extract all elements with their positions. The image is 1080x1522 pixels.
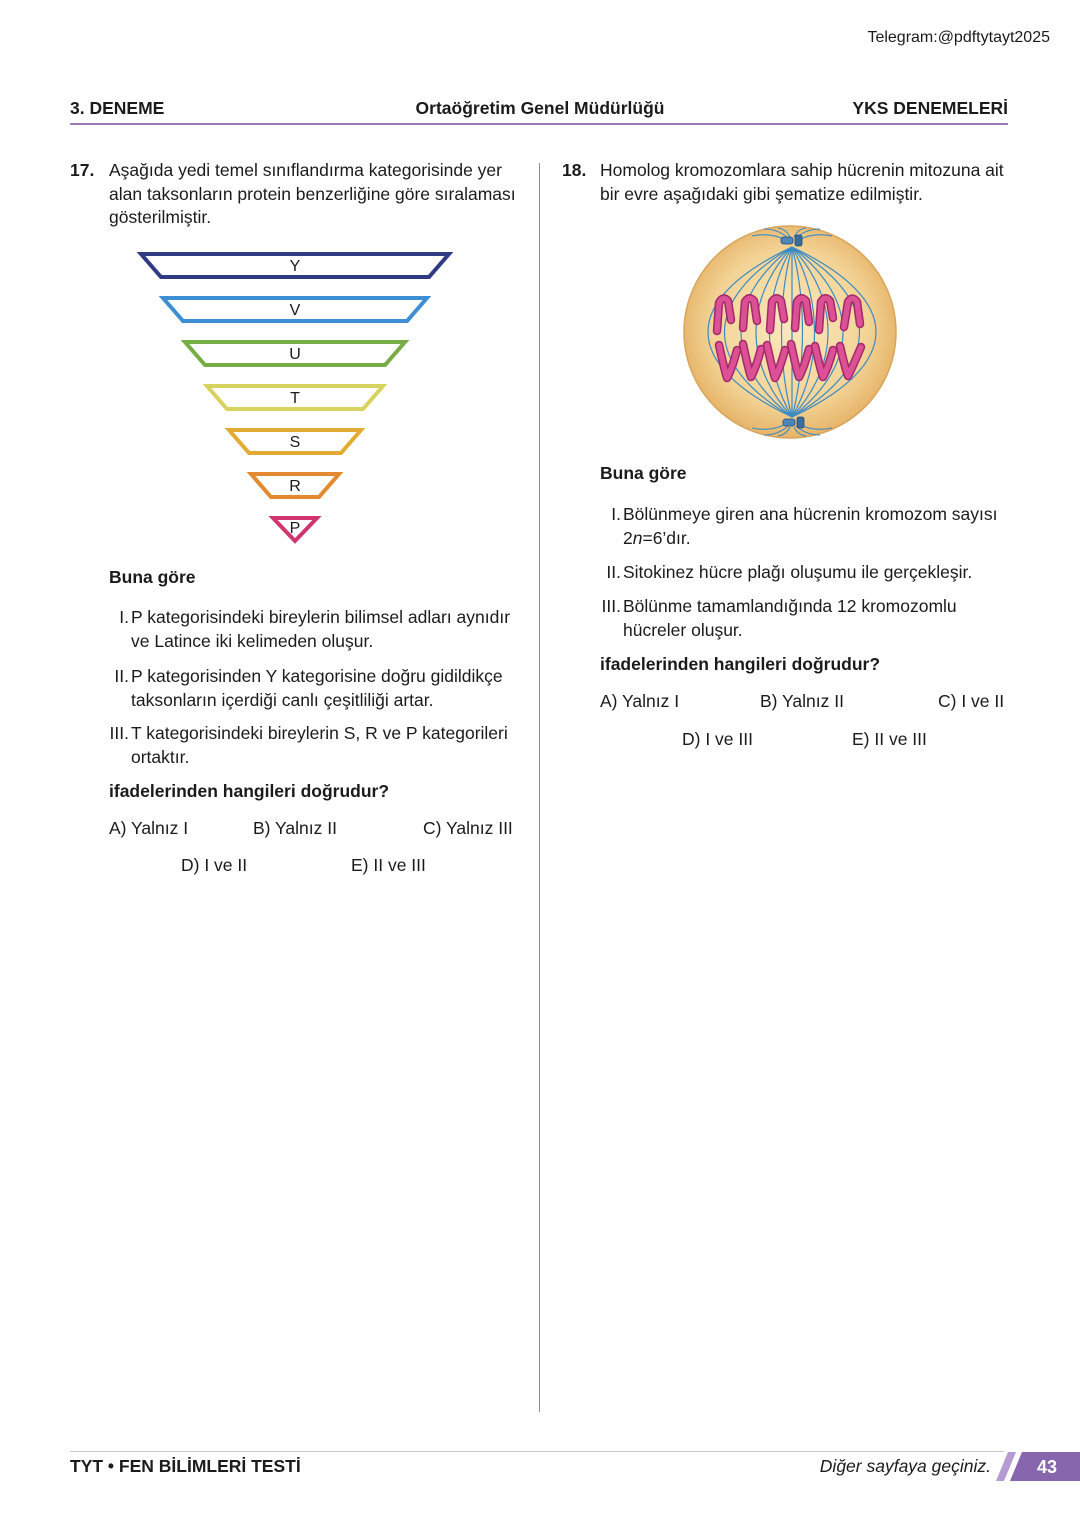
- q18-statement-3: [592, 595, 957, 642]
- statement-line: P kategorisindeki bireylerin bilimsel adları aynıdır: [131, 607, 511, 627]
- q18-option-b: B) Yalnız II: [760, 691, 844, 711]
- q17-option-c: C) Yalnız III: [423, 818, 513, 838]
- q18-statement-2: [592, 561, 972, 585]
- question-18-lead: Buna göre: [600, 463, 687, 483]
- question-18-prompt: ifadelerinden hangileri doğrudur?: [600, 654, 881, 674]
- header-rule: [70, 123, 1008, 125]
- taxon-label-t: T: [290, 390, 300, 407]
- footer-rule: [70, 1451, 1004, 1452]
- statement-numeral: I.: [119, 607, 129, 627]
- header-series: YKS DENEMELERİ: [852, 98, 1008, 118]
- q17-statement-1: [100, 606, 510, 653]
- statement-numeral: II.: [606, 562, 621, 582]
- statement-line: ortaktır.: [131, 746, 190, 767]
- taxon-label-s: S: [289, 434, 301, 451]
- formula-coefficient: 2: [623, 527, 633, 548]
- centriole: [781, 237, 793, 244]
- statement-line: Bölünmeye giren ana hücrenin kromozom sayısı: [623, 504, 998, 524]
- formula-rest: =6’dır.: [642, 527, 691, 548]
- stem-line: alan taksonların protein benzerliğine göre sıralaması: [109, 183, 516, 204]
- footer-next-page: Diğer sayfaya geçiniz.: [819, 1456, 991, 1476]
- statement-numeral: III.: [601, 596, 621, 616]
- q18-option-a: A) Yalnız I: [600, 691, 680, 711]
- question-17-stem: [109, 159, 516, 230]
- centriole: [795, 235, 802, 246]
- question-17-lead: Buna göre: [109, 567, 196, 587]
- centriole: [797, 417, 804, 428]
- question-18-stem: [600, 159, 1004, 206]
- question-17-number: 17.: [70, 160, 95, 180]
- statement-numeral: III.: [109, 723, 129, 743]
- page-number-badge: [990, 1450, 1080, 1482]
- stem-line: bir evre aşağıdaki gibi şematize edilmiştir.: [600, 183, 923, 204]
- statement-formula: [623, 527, 998, 551]
- page-number: 43: [1036, 1457, 1058, 1477]
- taxon-label-u: U: [289, 346, 301, 363]
- taxon-label-y: Y: [289, 258, 301, 275]
- centriole: [783, 419, 795, 426]
- q17-option-d: D) I ve II: [181, 855, 248, 875]
- column-divider: [539, 163, 540, 1412]
- q17-statement-2: [100, 665, 503, 712]
- mitosis-cell-illustration: [680, 222, 900, 444]
- taxon-label-r: R: [289, 478, 301, 495]
- telegram-handle: Telegram:@pdftytayt2025: [867, 29, 1050, 46]
- statement-line: P kategorisinden Y kategorisine doğru gidildikçe: [131, 666, 503, 686]
- statement-numeral: II.: [114, 666, 129, 686]
- question-18-number: 18.: [562, 160, 587, 180]
- q17-option-e: E) II ve III: [351, 855, 426, 875]
- footer-test-name: TYT • FEN BİLİMLERİ TESTİ: [70, 1456, 301, 1476]
- question-17-prompt: ifadelerinden hangileri doğrudur?: [109, 781, 390, 801]
- stem-line: Aşağıda yedi temel sınıflandırma kategorisinde yer: [109, 160, 502, 180]
- q17-statement-3: [100, 722, 508, 769]
- q18-option-d: D) I ve III: [682, 729, 753, 749]
- statement-line: hücreler oluşur.: [623, 619, 743, 640]
- statement-line: T kategorisindeki bireylerin S, R ve P kategorileri: [131, 723, 508, 743]
- taxon-label-p: P: [289, 520, 301, 537]
- q17-option-a: A) Yalnız I: [109, 818, 189, 838]
- formula-variable: n: [632, 527, 643, 548]
- header-exam-number: 3. DENEME: [70, 98, 165, 118]
- taxon-label-v: V: [289, 302, 301, 319]
- taxonomy-pyramid-diagram: [130, 245, 460, 550]
- stem-line: Homolog kromozomlara sahip hücrenin mitozuna ait: [600, 160, 1004, 180]
- stem-line: gösterilmiştir.: [109, 207, 212, 227]
- q18-option-e: E) II ve III: [852, 729, 927, 749]
- q18-option-c: C) I ve II: [938, 691, 1005, 711]
- statement-line: taksonların içerdiği canlı çeşitliliği artar.: [131, 689, 434, 710]
- statement-line: Bölünme tamamlandığında 12 kromozomlu: [623, 596, 957, 616]
- q17-option-b: B) Yalnız II: [253, 818, 337, 838]
- statement-line: Sitokinez hücre plağı oluşumu ile gerçekleşir.: [623, 562, 973, 582]
- header-publisher: Ortaöğretim Genel Müdürlüğü: [415, 98, 665, 118]
- statement-numeral: I.: [611, 504, 621, 524]
- statement-line: ve Latince iki kelimeden oluşur.: [131, 630, 374, 651]
- q18-statement-1: [592, 503, 998, 550]
